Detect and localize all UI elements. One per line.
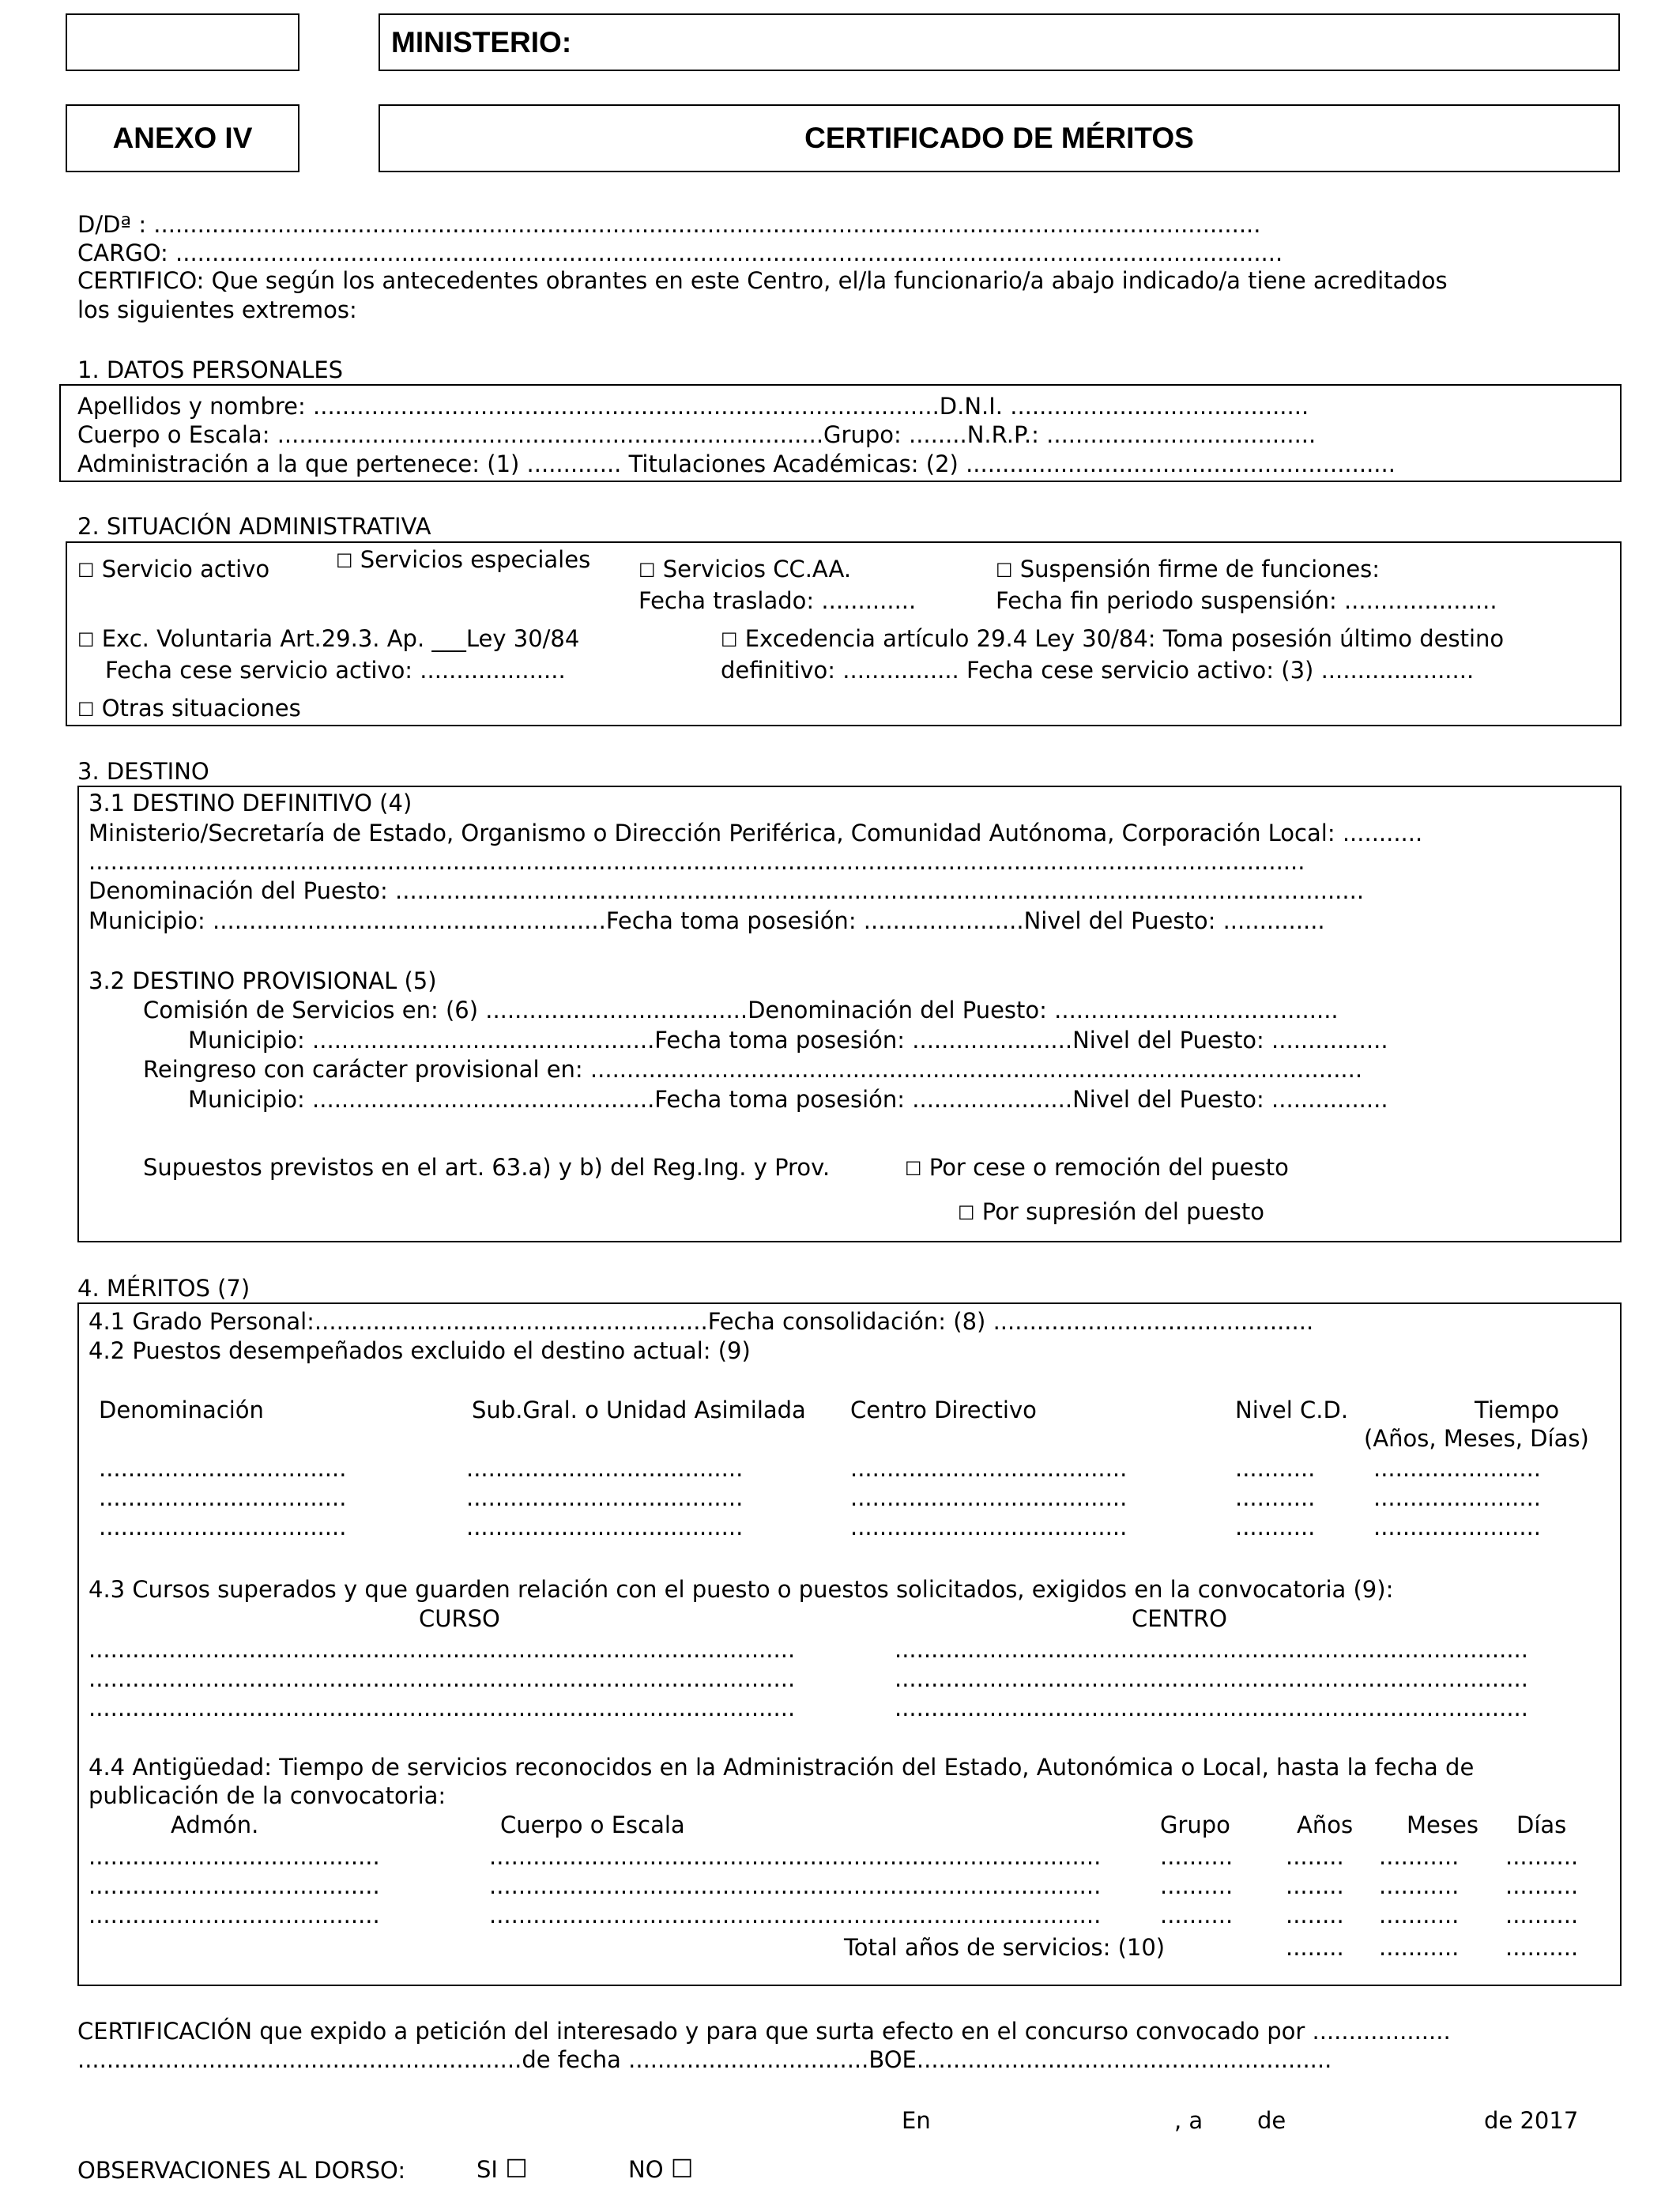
option-otras[interactable] — [77, 697, 301, 720]
puestos-dots-col5-row1: ....................... — [1373, 1455, 1542, 1482]
antig-dots-col3-row1: .......... — [1160, 1843, 1234, 1870]
antig-dots-col5-row3: ........... — [1379, 1902, 1460, 1928]
cursos-title: 4.3 Cursos superados y que guarden relación con el puesto o puestos solicitados, exigidos en la convocatoria (9): — [89, 1576, 1394, 1603]
antig-dots-col4-row2: ........ — [1286, 1872, 1344, 1899]
section-4-title: 4. MÉRITOS (7) — [77, 1275, 250, 1302]
header-blank-box — [66, 13, 299, 71]
total-dots-anos: ........ — [1286, 1934, 1344, 1961]
checkbox-icon: ☐ — [638, 560, 656, 582]
servicios-especiales-label: Servicios especiales — [360, 546, 591, 573]
checkbox-icon: ☐ — [77, 629, 95, 651]
grado-personal-line: 4.1 Grado Personal:......................................................Fecha consolidación: (8) ............................................ — [89, 1308, 1314, 1335]
antig-dots-col4-row1: ........ — [1286, 1843, 1344, 1870]
certificacion-line-1: CERTIFICACIÓN que expido a petición del interesado y para que surta efecto en el concurso convocado por ................... — [77, 2018, 1451, 2045]
antig-dots-col5-row1: ........... — [1379, 1843, 1460, 1870]
option-supresion[interactable] — [958, 1198, 1264, 1225]
antig-dots-col3-row3: .......... — [1160, 1902, 1234, 1928]
certificacion-line-2: .............................................................de fecha .................................BOE......................................................... — [77, 2046, 1332, 2073]
antig-header-grupo: Grupo — [1160, 1811, 1230, 1838]
supuestos-label: Supuestos previstos en el art. 63.a) y b) del Reg.Ing. y Prov. — [143, 1154, 831, 1181]
antig-header-dias: Días — [1516, 1811, 1567, 1838]
puestos-dots-col5-row2: ....................... — [1373, 1484, 1542, 1511]
puestos-dots-col4-row2: ........... — [1235, 1484, 1316, 1511]
si-label: SI — [477, 2156, 498, 2183]
cuerpo-line: Cuerpo o Escala: ...........................................................................Grupo: ........N.R.P.: ..................................... — [77, 421, 1317, 448]
checkbox-icon: ☐ — [721, 629, 738, 651]
antig-header-meses: Meses — [1407, 1811, 1478, 1838]
checkbox-icon: ☐ — [996, 560, 1013, 582]
antig-header-cuerpo: Cuerpo o Escala — [500, 1811, 685, 1838]
cursos-dots-col2-row1: ....................................................................................... — [895, 1636, 1528, 1663]
antig-dots-col2-row2: .................................................................................... — [489, 1872, 1102, 1899]
antig-dots-col2-row3: .................................................................................... — [489, 1902, 1102, 1928]
fecha-cese-servicio: Fecha cese servicio activo: .................... — [105, 657, 566, 684]
puestos-header-tiempo: Tiempo — [1475, 1397, 1560, 1423]
checkbox-icon: ☐ — [670, 2154, 694, 2184]
total-dots-meses: ........... — [1379, 1934, 1460, 1961]
destino-def-line-3: Denominación del Puesto: ..................................................................................................................................... — [89, 877, 1365, 904]
puestos-dots-col2-row1: ...................................... — [466, 1455, 744, 1482]
destino-def-line-1: Ministerio/Secretaría de Estado, Organismo o Dirección Periférica, Comunidad Autónoma, Corporación Local: ........... — [89, 820, 1423, 846]
antiguedad-line-2: publicación de la convocatoria: — [89, 1782, 446, 1809]
antig-dots-col6-row2: .......... — [1505, 1872, 1579, 1899]
puestos-header-subgral: Sub.Gral. o Unidad Asimilada — [472, 1397, 806, 1423]
option-excedencia[interactable] — [721, 625, 1505, 652]
place-year: de 2017 — [1484, 2107, 1579, 2134]
option-si[interactable] — [477, 2154, 528, 2184]
checkbox-icon: ☐ — [77, 560, 95, 582]
puestos-dots-col2-row3: ...................................... — [466, 1514, 744, 1540]
cursos-dots-col2-row3: ....................................................................................... — [895, 1695, 1528, 1721]
fecha-traslado: Fecha traslado: ............. — [638, 587, 917, 614]
puestos-dots-col3-row1: ...................................... — [850, 1455, 1128, 1482]
puestos-title: 4.2 Puestos desempeñados excluido el destino actual: (9) — [89, 1337, 751, 1364]
antig-dots-col3-row2: .......... — [1160, 1872, 1234, 1899]
antig-header-admon: Admón. — [171, 1811, 259, 1838]
antig-dots-col6-row1: .......... — [1505, 1843, 1579, 1870]
puestos-dots-col3-row2: ...................................... — [850, 1484, 1128, 1511]
puestos-dots-col1-row1: .................................. — [99, 1455, 347, 1482]
excedencia-label: Excedencia artículo 29.4 Ley 30/84: Toma posesión último destino — [744, 625, 1505, 652]
option-exc-voluntaria[interactable] — [77, 625, 580, 652]
reingreso-municipio-line: Municipio: ...............................................Fecha toma posesión: ......................Nivel del Puesto: ................ — [188, 1086, 1388, 1113]
puestos-dots-col2-row2: ...................................... — [466, 1484, 744, 1511]
puestos-dots-col3-row3: ...................................... — [850, 1514, 1128, 1540]
destino-definitivo-title: 3.1 DESTINO DEFINITIVO (4) — [89, 790, 412, 816]
destino-def-line-4: Municipio: ......................................................Fecha toma posesión: ......................Nivel del Puesto: .............. — [89, 907, 1325, 934]
puestos-dots-col5-row3: ....................... — [1373, 1514, 1542, 1540]
option-cese-remocion[interactable] — [905, 1156, 1289, 1179]
puestos-header-nivel: Nivel C.D. — [1235, 1397, 1349, 1423]
dd-line: D/Dª : ........................................................................................................................................................ — [77, 211, 1261, 238]
no-label: NO — [628, 2156, 664, 2183]
puestos-dots-col4-row1: ........... — [1235, 1455, 1316, 1482]
option-no[interactable] — [628, 2154, 694, 2184]
place-a: , a — [1174, 2107, 1203, 2134]
section-1-title: 1. DATOS PERSONALES — [77, 356, 344, 383]
observaciones-label: OBSERVACIONES AL DORSO: — [77, 2157, 406, 2184]
comision-municipio-line: Municipio: ...............................................Fecha toma posesión: ......................Nivel del Puesto: ................ — [188, 1027, 1388, 1054]
checkbox-icon: ☐ — [77, 699, 95, 721]
document-title: CERTIFICADO DE MÉRITOS — [804, 122, 1194, 154]
antig-dots-col1-row1: ........................................ — [89, 1843, 380, 1870]
cargo-line: CARGO: ........................................................................................................................................................ — [77, 239, 1283, 266]
checkbox-icon: ☐ — [505, 2154, 528, 2184]
option-servicio-activo[interactable] — [77, 558, 269, 581]
supresion-label: Por supresión del puesto — [981, 1198, 1264, 1225]
destino-provisional-title: 3.2 DESTINO PROVISIONAL (5) — [89, 967, 437, 994]
antiguedad-line-1: 4.4 Antigüedad: Tiempo de servicios reconocidos en la Administración del Estado, Autonómica o Local, hasta la fecha de — [89, 1754, 1475, 1781]
ministerio-box — [379, 13, 1620, 71]
cursos-dots-col1-row3: ................................................................................................. — [89, 1695, 796, 1721]
place-en: En — [902, 2107, 931, 2134]
puestos-header-denominacion: Denominación — [99, 1397, 264, 1423]
checkbox-icon: ☐ — [905, 1158, 922, 1180]
option-servicios-especiales[interactable] — [336, 548, 590, 571]
administracion-line: Administración a la que pertenece: (1) ............. Titulaciones Académicas: (2) ........................................................... — [77, 450, 1396, 477]
fecha-fin-suspension: Fecha fin periodo suspensión: ..................... — [996, 587, 1497, 614]
puestos-header-tiempo-sub: (Años, Meses, Días) — [1364, 1425, 1589, 1452]
destino-def-line-2: ....................................................................................................................................................................... — [89, 848, 1305, 875]
suspension-label: Suspensión firme de funciones: — [1019, 556, 1381, 582]
puestos-header-centro: Centro Directivo — [850, 1397, 1037, 1423]
servicio-activo-label: Servicio activo — [101, 556, 270, 582]
checkbox-icon: ☐ — [958, 1202, 975, 1224]
exc-voluntaria-label: Exc. Voluntaria Art.29.3. Ap. ___Ley 30/84 — [101, 625, 580, 652]
antig-dots-col1-row2: ........................................ — [89, 1872, 380, 1899]
apellidos-line: Apellidos y nombre: ......................................................................................D.N.I. ......................................... — [77, 393, 1309, 420]
option-servicios-ccaa[interactable] — [638, 558, 851, 581]
place-de: de — [1257, 2107, 1286, 2134]
section-2-title: 2. SITUACIÓN ADMINISTRATIVA — [77, 513, 431, 540]
title-box — [379, 104, 1620, 172]
antig-dots-col5-row2: ........... — [1379, 1872, 1460, 1899]
reingreso-line: Reingreso con carácter provisional en: .......................................................................................................... — [143, 1056, 1363, 1083]
certifico-line-1: CERTIFICO: Que según los antecedentes obrantes en este Centro, el/la funcionario/a abajo indicado/a tiene acreditados — [77, 267, 1448, 294]
cursos-dots-col1-row1: ................................................................................................. — [89, 1636, 796, 1663]
puestos-dots-col4-row3: ........... — [1235, 1514, 1316, 1540]
anexo-box — [66, 104, 299, 172]
ministerio-label: MINISTERIO: — [391, 25, 572, 58]
antig-dots-col1-row3: ........................................ — [89, 1902, 380, 1928]
total-dots-dias: .......... — [1505, 1934, 1579, 1961]
cese-label: Por cese o remoción del puesto — [929, 1154, 1289, 1181]
antig-dots-col6-row3: .......... — [1505, 1902, 1579, 1928]
puestos-dots-col1-row2: .................................. — [99, 1484, 347, 1511]
comision-line: Comisión de Servicios en: (6) ....................................Denominación del Puesto: ....................................... — [143, 997, 1339, 1023]
total-anos-label: Total años de servicios: (10) — [844, 1934, 1166, 1961]
certifico-line-2: los siguientes extremos: — [77, 296, 357, 323]
puestos-dots-col1-row3: .................................. — [99, 1514, 347, 1540]
cursos-dots-col2-row2: ....................................................................................... — [895, 1665, 1528, 1692]
otras-label: Otras situaciones — [101, 695, 301, 722]
cursos-header-centro: CENTRO — [1132, 1605, 1227, 1632]
antig-dots-col2-row1: .................................................................................... — [489, 1843, 1102, 1870]
anexo-label: ANEXO IV — [112, 122, 253, 154]
antig-header-anos: Años — [1297, 1811, 1354, 1838]
option-suspension[interactable] — [996, 558, 1380, 581]
section-3-title: 3. DESTINO — [77, 758, 209, 785]
servicios-ccaa-label: Servicios CC.AA. — [662, 556, 852, 582]
checkbox-icon: ☐ — [336, 550, 353, 572]
antig-dots-col4-row3: ........ — [1286, 1902, 1344, 1928]
cursos-dots-col1-row2: ................................................................................................. — [89, 1665, 796, 1692]
excedencia-line-2: definitivo: ................ Fecha cese servicio activo: (3) ..................... — [721, 657, 1475, 684]
cursos-header-curso: CURSO — [419, 1605, 500, 1632]
